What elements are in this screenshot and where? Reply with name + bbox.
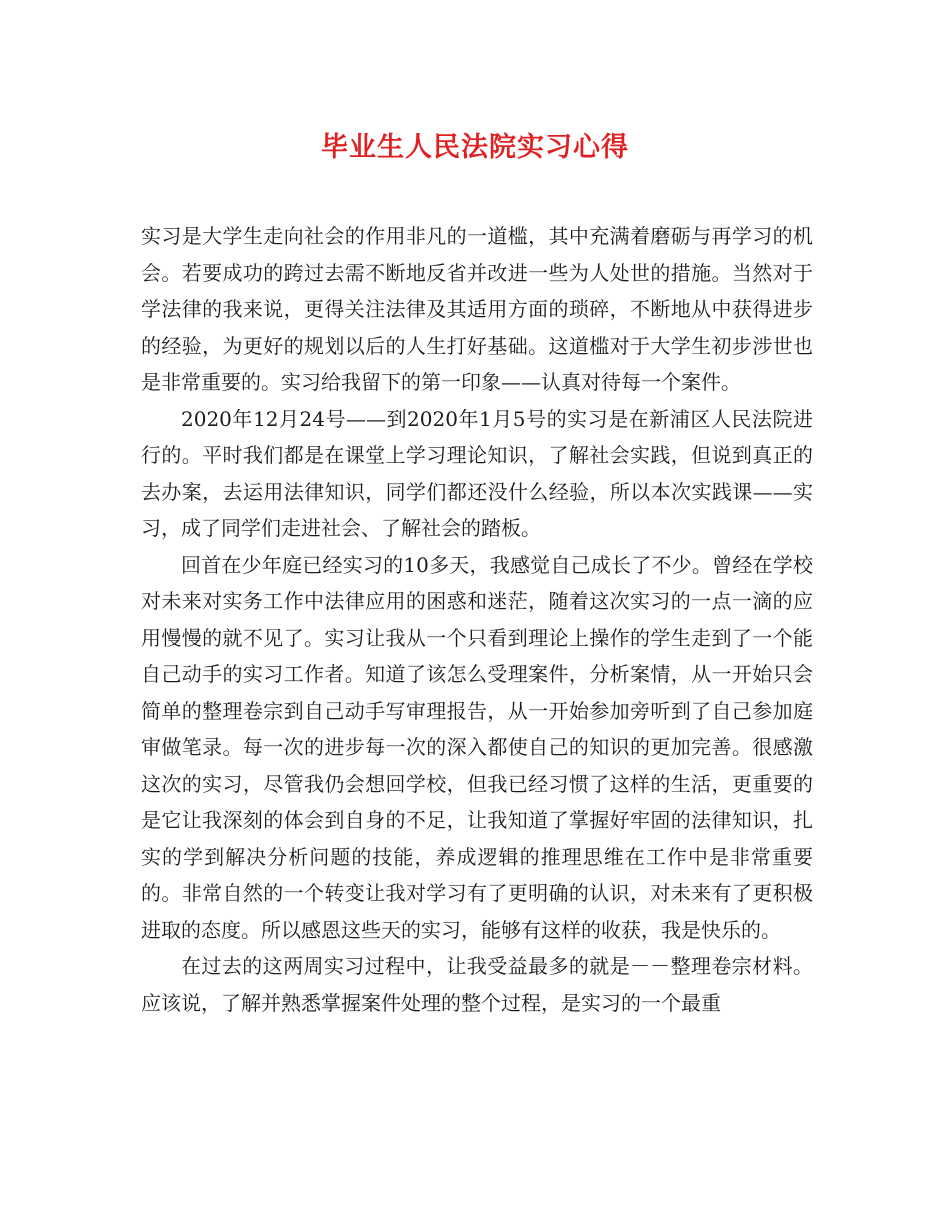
paragraph-4: 在过去的这两周实习过程中，让我受益最多的就是－－整理卷宗材料。应该说，了解并熟悉掌握案件处理的整个过程，是实习的一个最重 (141, 954, 813, 1015)
document-body (141, 218, 813, 1021)
paragraph-2: 2020年12月24号——到2020年1月5号的实习是在新浦区人民法院进行的。平时我们都是在课堂上学习理论知识，了解社会实践，但说到真正的去办案，去运用法律知识，同学们都还没什么经验，所以本次实践课——实习，成了同学们走进社会、了解社会的踏板。 (141, 406, 813, 540)
paragraph-1: 实习是大学生走向社会的作用非凡的一道槛，其中充满着磨砺与再学习的机会。若要成功的跨过去需不断地反省并改进一些为人处世的措施。当然对于学法律的我来说，更得关注法律及其适用方面的琐碎，不断地从中获得进步的经验，为更好的规划以后的人生打好基础。这道槛对于大学生初步涉世也是非常重要的。实习给我留下的第一印象——认真对待每一个案件。 (141, 224, 813, 394)
document-title: 毕业生人民法院实习心得 (321, 132, 629, 163)
paragraph-3: 回首在少年庭已经实习的10多天，我感觉自己成长了不少。曾经在学校对未来对实务工作中法律应用的困惑和迷茫，随着这次实习的一点一滴的应用慢慢的就不见了。实习让我从一个只看到理论上操作的学生走到了一个能自己动手的实习工作者。知道了该怎么受理案件，分析案情，从一开始只会简单的整理卷宗到自己动手写审理报告，从一开始参加旁听到了自己参加庭审做笔录。每一次的进步每一次的深入都使自己的知识的更加完善。很感激这次的实习，尽管我仍会想回学校，但我已经习惯了这样的生活，更重要的是它让我深刻的体会到自身的不足，让我知道了掌握好牢固的法律知识，扎实的学到解决分析问题的技能，养成逻辑的推理思维在工作中是非常重要的。非常自然的一个转变让我对学习有了更明确的认识，对未来有了更积极进取的态度。所以感恩这些天的实习，能够有这样的收获，我是快乐的。 (141, 552, 813, 942)
